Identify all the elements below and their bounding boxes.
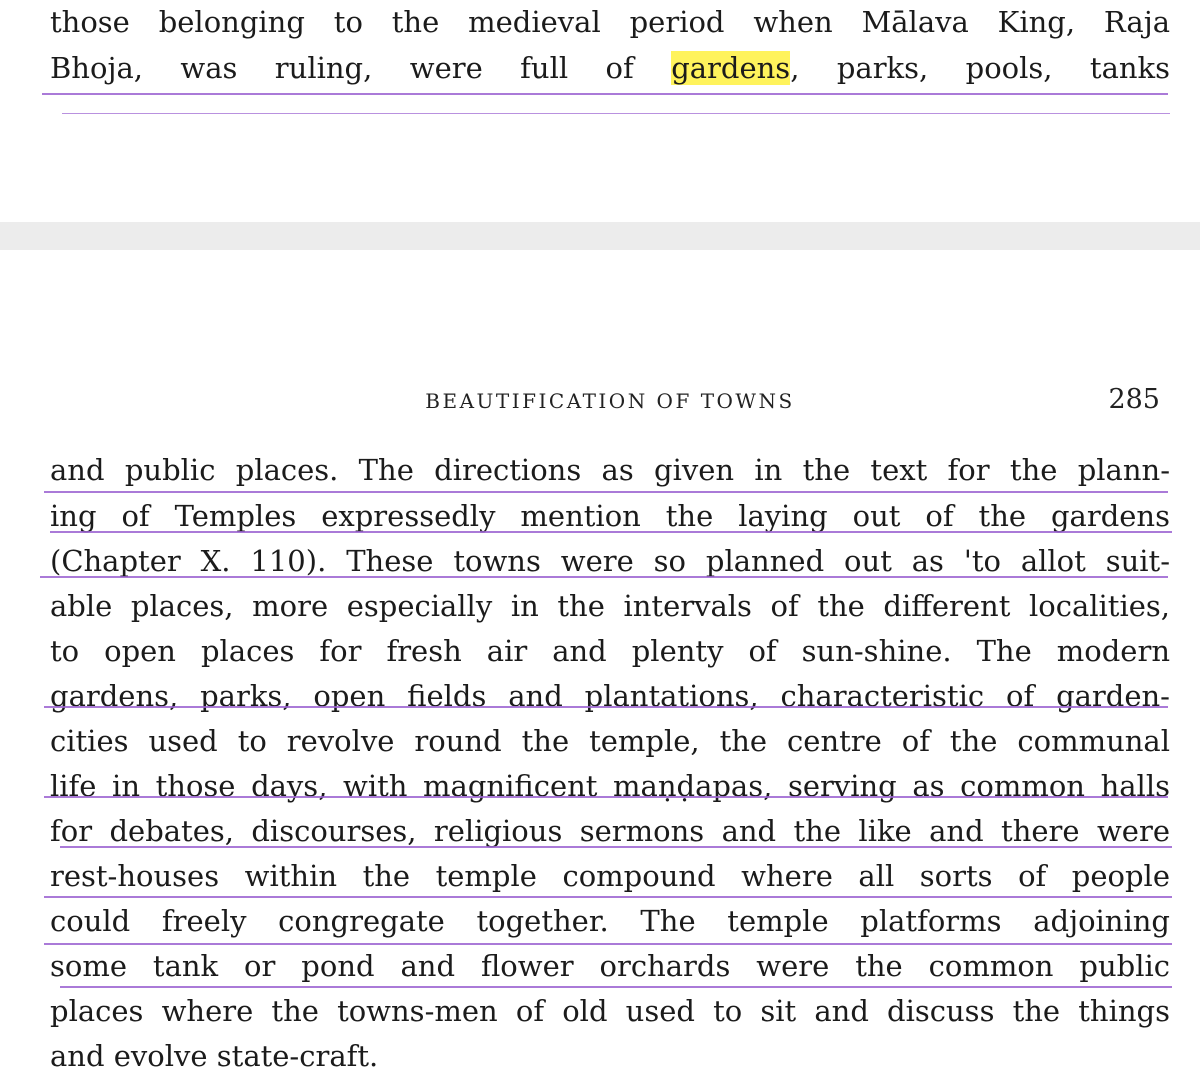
text-line: gardens, parks, open fields and plantations, characteristic of garden- (50, 679, 1170, 713)
text-line: could freely congregate together. The temple platforms adjoining (50, 904, 1170, 938)
pen-underline (50, 531, 1172, 533)
pen-underline (44, 706, 1168, 708)
text-line: for debates, discourses, religious sermons and the like and there were (50, 814, 1170, 848)
text-line: life in those days, with magnificent maṇḍapas, serving as common halls (50, 769, 1170, 803)
pen-underline (44, 796, 1168, 798)
text-line: to open places for fresh air and plenty of sun-shine. The modern (50, 634, 1170, 668)
pen-underline (44, 943, 1172, 945)
text-line: and evolve state-craft. (50, 1039, 379, 1073)
text-line: (Chapter X. 110). These towns were so planned out as 'to allot suit- (50, 544, 1170, 578)
text-segment: , parks, pools, tanks (790, 51, 1171, 85)
running-header: BEAUTIFICATION OF TOWNS (425, 389, 795, 413)
text-segment: Bhoja, was ruling, were full of (50, 51, 672, 85)
page-number: 285 (1108, 384, 1160, 415)
pen-underline (44, 491, 1168, 493)
previous-page-fragment (0, 0, 1200, 222)
pen-underline (60, 986, 1172, 988)
text-line: rest-houses within the temple compound where all sorts of people (50, 859, 1170, 893)
text-line (50, 4, 1170, 40)
page-separator (0, 222, 1200, 250)
text-line: ing of Temples expressedly mention the laying out of the gardens (50, 499, 1170, 533)
highlighted-word: gardens (671, 51, 791, 85)
pen-underline (62, 113, 1170, 114)
pen-underline (40, 576, 1168, 578)
page-285 (0, 250, 1200, 1092)
text-line: some tank or pond and flower orchards were the common public (50, 949, 1170, 983)
pen-underline (44, 896, 1172, 898)
text-line: places where the towns-men of old used to sit and discuss the things (50, 994, 1170, 1028)
text-line (50, 50, 1170, 86)
pen-underline (60, 846, 1172, 848)
text-segment: those belonging to the medieval period when Mālava King, Raja (50, 5, 1170, 39)
text-line: cities used to revolve round the temple, the centre of the communal (50, 724, 1170, 758)
pen-underline (42, 93, 1168, 95)
text-line: and public places. The directions as given in the text for the plann- (50, 453, 1170, 487)
text-line: able places, more especially in the intervals of the different localities, (50, 589, 1170, 623)
